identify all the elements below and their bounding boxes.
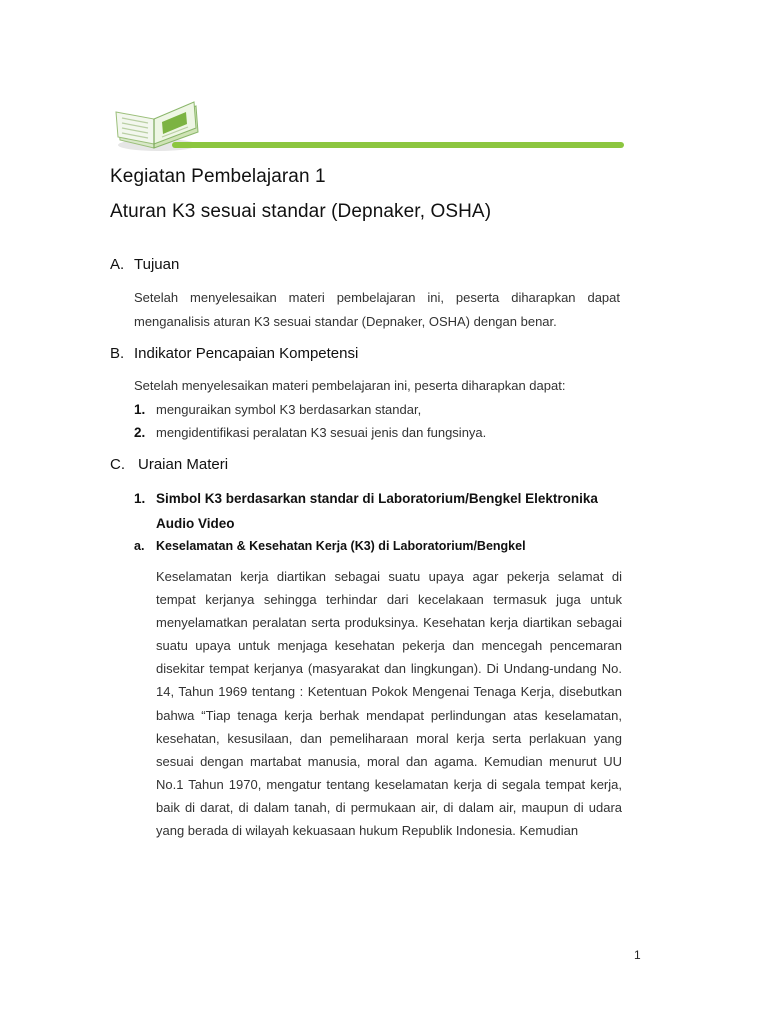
list-item-number: 1. <box>134 402 146 417</box>
list-item-text: mengidentifikasi peralatan K3 sesuai jenis dan fungsinya. <box>156 425 487 440</box>
section-b-title: Indikator Pencapaian Kompetensi <box>134 345 359 362</box>
page-number: 1 <box>634 948 641 962</box>
materi-item-1-text: Simbol K3 berdasarkan standar di Laboratorium/Bengkel Elektronika Audio Video <box>156 491 598 531</box>
section-a-heading <box>110 256 179 273</box>
header-rule <box>172 142 624 148</box>
sub-item-a-label: a. <box>134 539 145 553</box>
section-c-label: C. <box>110 456 125 473</box>
materi-paragraph: Keselamatan kerja diartikan sebagai suatu upaya agar pekerja selamat di tempat kerjanya sehingga terhindar dari kecelakaan termasuk juga untuk menyelamatkan peralatan serta produksinya. Kesehatan kerja diartikan sebagai suatu upaya untuk menjaga kesehatan pekerja dan mencegah pencemaran disekitar tempat kerjanya (masyarakat dan lingkungan). Di Undang-undang No. 14, Tahun 1969 tentang : Ketentuan Pokok Mengenai Tenaga Kerja, disebutkan bahwa “Tiap tenaga kerja berhak mendapat perlindungan atas keselamatan, kesehatan, kesusilaan, dan pemeliharaan moral kerja serta perlakuan yang sesuai dengan martabat manusia, moral dan agama. Kemudian menurut UU No.1 Tahun 1970, mengatur tentang keselamatan kerja di segala tempat kerja, baik di darat, di dalam tanah, di permukaan air, di dalam air, maupun di udara yang berada di wilayah kekuasaan hukum Republik Indonesia. Kemudian <box>156 569 622 839</box>
header-decoration <box>110 92 630 154</box>
section-a-title: Tujuan <box>134 256 180 273</box>
materi-item-1-number: 1. <box>134 491 146 506</box>
section-a-text: Setelah menyelesaikan materi pembelajaran ini, peserta diharapkan dapat menganalisis aturan K3 sesuai standar (Depnaker, OSHA) dengan benar. <box>134 290 620 329</box>
chapter-subtitle: Aturan K3 sesuai standar (Depnaker, OSHA) <box>110 201 492 222</box>
sub-item-a-title: Keselamatan & Kesehatan Kerja (K3) di Laboratorium/Bengkel <box>156 539 526 553</box>
section-b-label: B. <box>110 345 125 362</box>
list-item <box>134 398 620 421</box>
section-a-label: A. <box>110 256 125 273</box>
section-b-intro: Setelah menyelesaikan materi pembelajaran ini, peserta diharapkan dapat: <box>134 378 566 393</box>
list-item <box>134 421 620 444</box>
list-item-number: 2. <box>134 425 146 440</box>
indicator-list <box>134 398 620 444</box>
materi-sub-item-a <box>134 539 604 553</box>
section-c-title: Uraian Materi <box>138 456 229 473</box>
chapter-title: Kegiatan Pembelajaran 1 <box>110 166 326 187</box>
section-b-heading <box>110 345 358 362</box>
section-c-heading <box>110 456 228 473</box>
materi-item-1 <box>134 486 604 536</box>
list-item-text: menguraikan symbol K3 berdasarkan standar, <box>156 402 422 417</box>
